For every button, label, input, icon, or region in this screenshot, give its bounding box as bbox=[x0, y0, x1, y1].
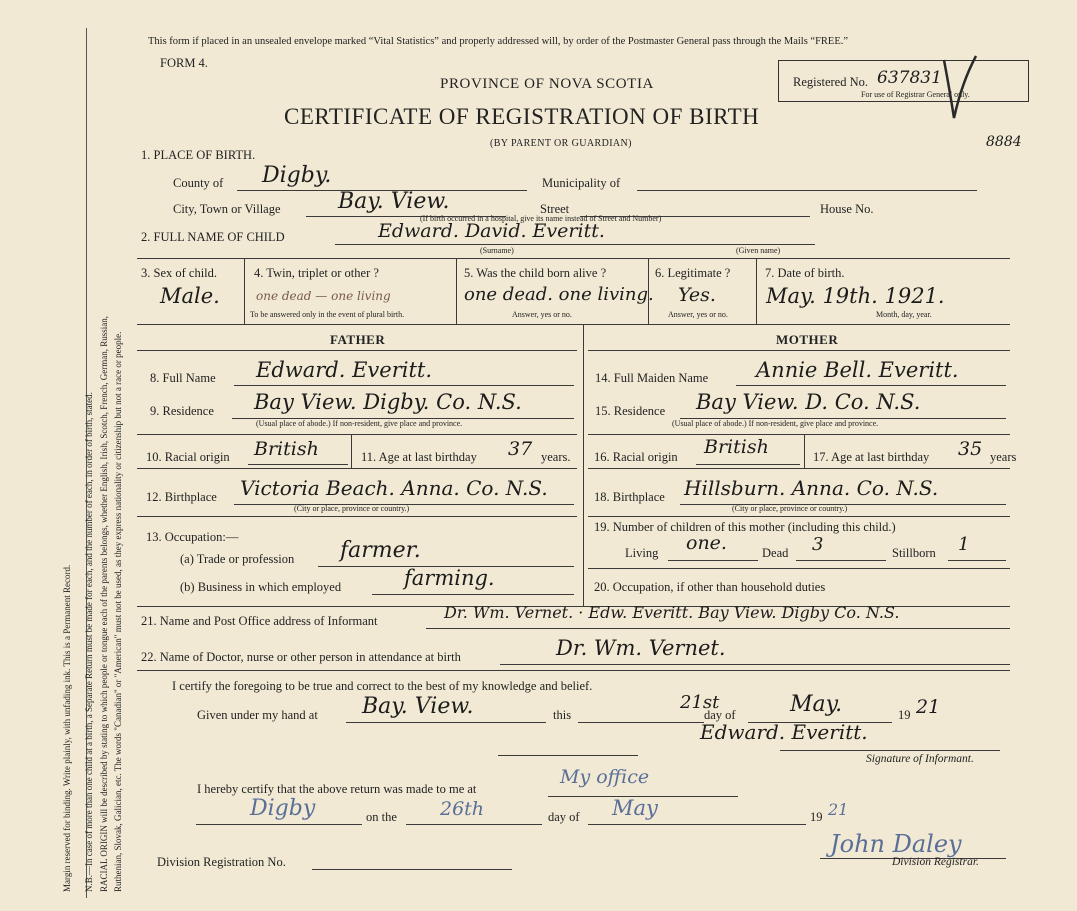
mother-birthplace-note: (City or place, province or country.) bbox=[732, 504, 848, 513]
stillborn-value: 1 bbox=[958, 534, 970, 555]
given-under-label: Given under my hand at bbox=[197, 708, 318, 722]
city-label: City, Town or Village bbox=[173, 202, 281, 216]
registered-number-box bbox=[778, 60, 1029, 102]
registrar-signature: John Daley bbox=[830, 830, 962, 858]
date-of-birth-value: May. 19th. 1921. bbox=[766, 284, 945, 308]
on-the-label: on the bbox=[366, 810, 397, 824]
mother-occupation-label: 20. Occupation, if other than household duties bbox=[594, 580, 826, 594]
registrar-statement: I hereby certify that the above return was made to me at bbox=[197, 782, 477, 796]
mail-notice: This form if placed in an unsealed envelope marked “Vital Statistics” and properly addressed will, by order of the Postmaster General pass through the Mails “FREE.” bbox=[148, 36, 849, 47]
doctor-label: 22. Name of Doctor, nurse or other person in attendance at birth bbox=[141, 650, 461, 664]
municipality-label: Municipality of bbox=[542, 176, 621, 190]
surname-note: (Surname) bbox=[480, 246, 514, 255]
occupation-label: 13. Occupation:— bbox=[146, 530, 239, 544]
father-name-value: Edward. Everitt. bbox=[256, 358, 433, 382]
certify-year-prefix: 19 bbox=[898, 708, 911, 722]
certificate-title: CERTIFICATE OF REGISTRATION OF BIRTH bbox=[284, 104, 760, 129]
given-name-note: (Given name) bbox=[736, 246, 781, 255]
certify-month-value: May. bbox=[790, 692, 843, 717]
living-value: one. bbox=[686, 532, 727, 554]
informant-value: Dr. Wm. Vernet. · Edw. Everitt. Bay View. Digby Co. N.S. bbox=[444, 603, 900, 622]
county-label: County of bbox=[173, 176, 224, 190]
margin-note-plural-birth: N.B.—In case of more than one child at a birth, a Separate Return must be made for each, and the number of each, in order of birth, stated. bbox=[84, 392, 94, 892]
father-age-value: 37 bbox=[508, 438, 533, 460]
mother-age-unit: years bbox=[990, 450, 1017, 464]
stillborn-label: Stillborn bbox=[892, 546, 936, 560]
registrar-month-value: May bbox=[612, 796, 658, 820]
twin-value: one dead — one living bbox=[256, 289, 391, 303]
father-heading: FATHER bbox=[330, 332, 386, 347]
informant-label: 21. Name and Post Office address of Informant bbox=[141, 614, 378, 628]
business-value: farming. bbox=[404, 566, 495, 590]
father-birthplace-label: 12. Birthplace bbox=[146, 490, 217, 504]
born-alive-value: one dead. one living. bbox=[464, 284, 654, 305]
form-number: FORM 4. bbox=[160, 56, 208, 70]
registrar-use-note: For use of Registrar General only. bbox=[861, 90, 970, 99]
dead-label: Dead bbox=[762, 546, 789, 560]
registrar-place-value: Digby bbox=[250, 796, 316, 821]
mother-residence-value: Bay View. D. Co. N.S. bbox=[696, 390, 921, 414]
mother-birthplace-label: 18. Birthplace bbox=[594, 490, 665, 504]
division-registrar-label: Division Registrar. bbox=[892, 856, 979, 868]
mother-birthplace-value: Hillsburn. Anna. Co. N.S. bbox=[684, 476, 939, 500]
sex-value: Male. bbox=[160, 284, 220, 308]
certification-statement: I certify the foregoing to be true and correct to the best of my knowledge and belief. bbox=[172, 679, 593, 693]
registrar-year-prefix: 19 bbox=[810, 810, 823, 824]
father-residence-label: 9. Residence bbox=[150, 404, 214, 418]
this-label: this bbox=[553, 708, 572, 722]
father-racial-origin-label: 10. Racial origin bbox=[146, 450, 230, 464]
margin-note-racial-origin-2: Ruthenian, Slovak, Galician, etc. The words "Canadian" or "American" must not be used, as they express nationality or citizenship but not a race or people. bbox=[113, 331, 123, 892]
registered-label: Registered No. bbox=[793, 75, 868, 89]
children-count-label: 19. Number of children of this mother (including this child.) bbox=[594, 520, 896, 534]
house-number-label: House No. bbox=[820, 202, 874, 216]
mother-name-value: Annie Bell. Everitt. bbox=[756, 358, 959, 382]
province-title: PROVINCE OF NOVA SCOTIA bbox=[440, 76, 654, 92]
child-name-label: 2. FULL NAME OF CHILD bbox=[141, 230, 285, 244]
certify-year-value: 21 bbox=[916, 696, 941, 718]
father-residence-value: Bay View. Digby. Co. N.S. bbox=[254, 390, 522, 414]
sex-label: 3. Sex of child. bbox=[141, 266, 218, 280]
legitimate-label: 6. Legitimate ? bbox=[655, 266, 731, 280]
place-of-birth-label: 1. PLACE OF BIRTH. bbox=[141, 148, 256, 162]
informant-signature: Edward. Everitt. bbox=[700, 720, 868, 744]
given-place-value: Bay. View. bbox=[362, 694, 474, 719]
father-racial-origin-value: British bbox=[254, 438, 319, 460]
date-of-birth-note: Month, day, year. bbox=[876, 310, 932, 319]
certify-day-value: 21st bbox=[680, 692, 720, 713]
child-name-value: Edward. David. Everitt. bbox=[378, 220, 605, 242]
born-alive-label: 5. Was the child born alive ? bbox=[464, 266, 607, 280]
doctor-value: Dr. Wm. Vernet. bbox=[556, 636, 726, 660]
hospital-note: (If birth occurred in a hospital, give its name instead of Street and Number) bbox=[420, 214, 662, 223]
trade-label: (a) Trade or profession bbox=[180, 552, 295, 566]
mother-racial-origin-value: British bbox=[704, 436, 769, 458]
margin-binding-note: Margin reserved for binding. Write plainly, with unfading ink. This is a Permanent Record. bbox=[62, 564, 72, 892]
mother-residence-label: 15. Residence bbox=[595, 404, 666, 418]
twin-note: To be answered only in the event of plural birth. bbox=[250, 310, 405, 319]
father-birthplace-value: Victoria Beach. Anna. Co. N.S. bbox=[240, 476, 548, 500]
father-birthplace-note: (City or place, province or country.) bbox=[294, 504, 410, 513]
trade-value: farmer. bbox=[340, 538, 421, 563]
registrar-day-of-label: day of bbox=[548, 810, 580, 824]
legitimate-value: Yes. bbox=[678, 284, 716, 306]
mother-racial-origin-label: 16. Racial origin bbox=[594, 450, 678, 464]
signature-of-informant-label: Signature of Informant. bbox=[866, 753, 974, 765]
certificate-subtitle: (BY PARENT OR GUARDIAN) bbox=[490, 138, 632, 149]
division-registration-label: Division Registration No. bbox=[157, 855, 286, 869]
mother-age-label: 17. Age at last birthday bbox=[813, 450, 930, 464]
twin-label: 4. Twin, triplet or other ? bbox=[254, 266, 379, 280]
father-age-unit: years. bbox=[541, 450, 571, 464]
mother-residence-note: (Usual place of abode.) If non-resident, give place and province. bbox=[672, 419, 879, 428]
father-age-label: 11. Age at last birthday bbox=[361, 450, 477, 464]
check-mark-icon bbox=[940, 52, 980, 122]
registrar-year-value: 21 bbox=[828, 800, 849, 819]
county-value: Digby. bbox=[262, 163, 332, 188]
stamp-mark: 8884 bbox=[986, 134, 1022, 150]
born-alive-note: Answer, yes or no. bbox=[512, 310, 572, 319]
father-residence-note: (Usual place of abode.) If non-resident, give place and province. bbox=[256, 419, 463, 428]
street-label: Street bbox=[540, 202, 570, 216]
day-of-label: day of bbox=[704, 708, 736, 722]
dead-value: 3 bbox=[812, 534, 824, 555]
father-name-label: 8. Full Name bbox=[150, 371, 216, 385]
living-label: Living bbox=[625, 546, 659, 560]
margin-note-racial-origin: RACIAL ORIGIN will be described by stating to which people or tongue each of the parents belongs, whether English, Irish, Scotch, French, German, Russian, bbox=[99, 315, 109, 892]
mother-name-label: 14. Full Maiden Name bbox=[595, 371, 709, 385]
registrar-day-value: 26th bbox=[440, 798, 485, 820]
date-of-birth-label: 7. Date of birth. bbox=[765, 266, 845, 280]
registrar-office-value: My office bbox=[560, 766, 650, 788]
registered-number: 637831 bbox=[877, 68, 942, 88]
business-label: (b) Business in which employed bbox=[180, 580, 342, 594]
legitimate-note: Answer, yes or no. bbox=[668, 310, 728, 319]
city-value: Bay. View. bbox=[338, 189, 450, 214]
mother-age-value: 35 bbox=[958, 438, 983, 460]
mother-heading: MOTHER bbox=[776, 332, 839, 347]
